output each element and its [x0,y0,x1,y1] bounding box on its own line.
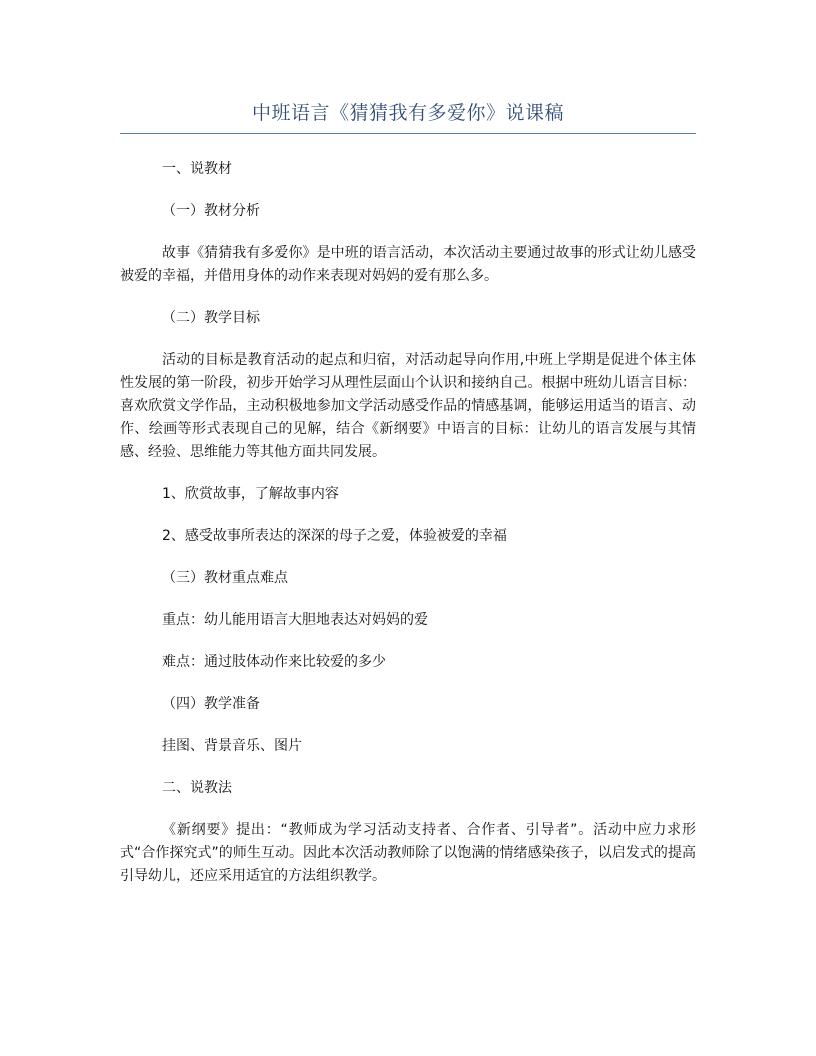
subsection-heading-2: （二）教学目标 [162,310,260,326]
document-body [120,158,696,907]
section-heading-1: 一、说教材 [162,161,232,177]
subsection-heading-3: （三）教材重点难点 [162,570,288,586]
paragraph-teaching-goals: 活动的目标是教育活动的起点和归宿，对活动起导向作用,中班上学期是促进个体主体性发展的第一阶段，初步开始学习从理性层面山个认识和接纳自己。根据中班幼儿语言目标：喜欢欣赏文学作品，主动积极地参加文学活动感受作品的情感基调，能够运用适当的语言、动作、绘画等形式表现自己的见解，结合《新纲要》中语言的目标：让幼儿的语言发展与其情感、经验、思维能力等其他方面共同发展。 [120,352,696,460]
key-point: 重点：幼儿能用语言大胆地表达对妈妈的爱 [162,612,428,628]
paragraph-teaching-method: 《新纲要》提出：“教师成为学习活动支持者、合作者、引导者”。活动中应力求形式“合作探究式”的师生互动。因此本次活动教师除了以饱满的情绪感染孩子，以启发式的提高引导幼儿，还应采用适宜的方法组织教学。 [120,822,696,884]
difficult-point: 难点：通过肢体动作来比较爱的多少 [162,654,386,670]
section-heading-2: 二、说教法 [162,780,232,796]
title-divider [120,133,696,134]
subsection-heading-1: （一）教材分析 [162,203,260,219]
document-title: 中班语言《猜猜我有多爱你》说课稿 [251,102,564,124]
subsection-heading-4: （四）教学准备 [162,696,260,712]
goal-item-1: 1、欣赏故事，了解故事内容 [162,486,339,502]
goal-item-2: 2、感受故事所表达的深深的母子之爱，体验被爱的幸福 [162,528,507,544]
paragraph-material-analysis: 故事《猜猜我有多爱你》是中班的语言活动，本次活动主要通过故事的形式让幼儿感受被爱的幸福，并借用身体的动作来表现对妈妈的爱有那么多。 [120,245,696,284]
preparation-list: 挂图、背景音乐、图片 [162,738,302,754]
